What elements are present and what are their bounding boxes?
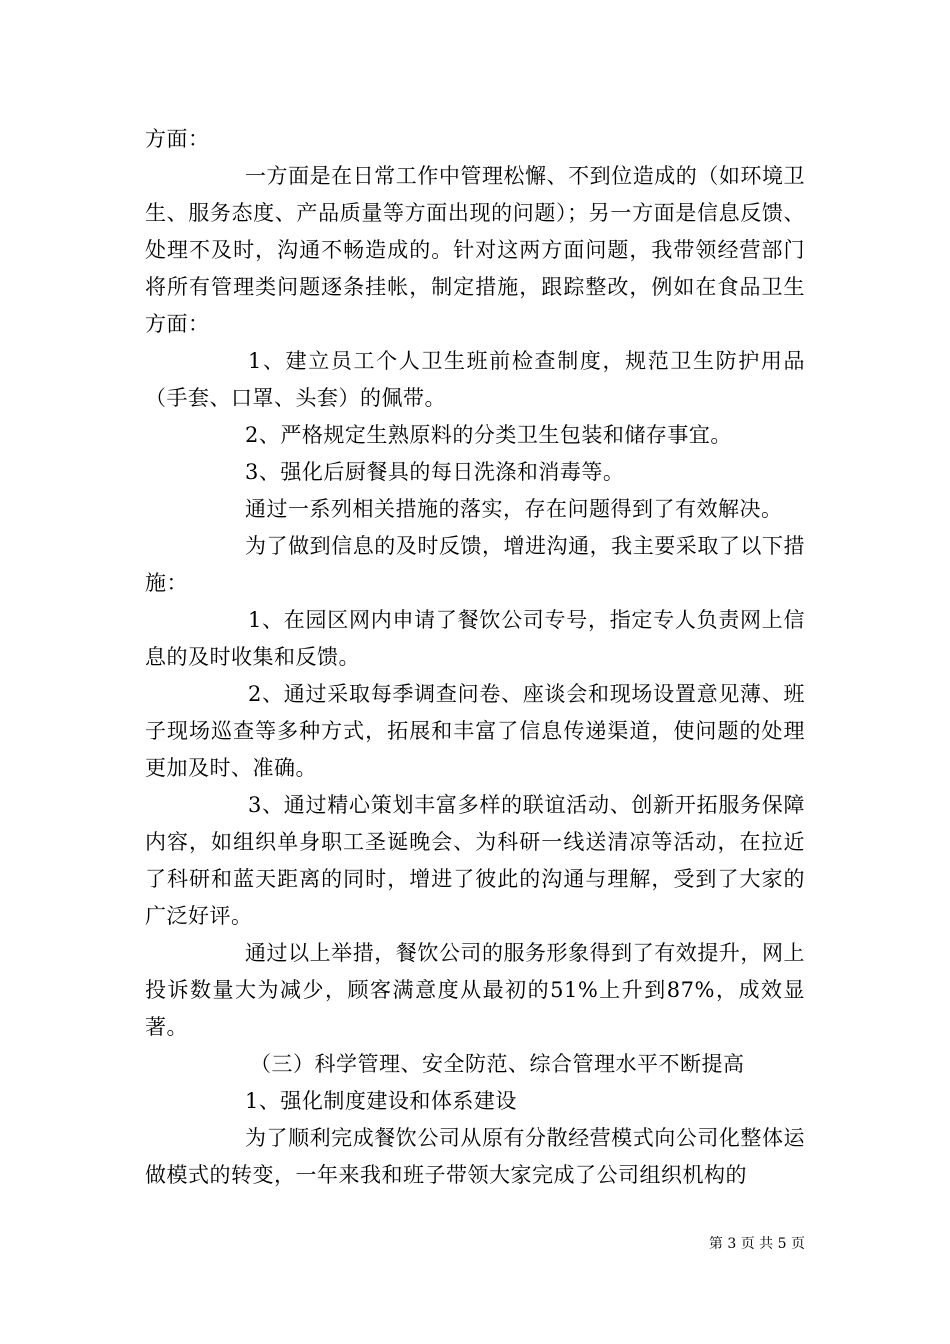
paragraph-6: 通过一系列相关措施的落实，存在问题得到了有效解决。 — [245, 497, 783, 521]
subsection-heading: 1、强化制度建设和体系建设 — [245, 1089, 517, 1113]
paragraph-8: 1、在园区网内申请了餐饮公司专号，指定专人负责网上信息的及时收集和反馈。 — [145, 608, 805, 669]
paragraph-7: 为了做到信息的及时反馈，增进沟通，我主要采取了以下措施： — [145, 534, 805, 595]
section-heading: （三）科学管理、安全防范、综合管理水平不断提高 — [250, 1052, 745, 1076]
paragraph-1: 方面： — [145, 127, 210, 151]
paragraph-14: 为了顺利完成餐饮公司从原有分散经营模式向公司化整体运做模式的转变，一年来我和班子带领大家完成了公司组织机构的 — [145, 1126, 805, 1187]
paragraph-11: 通过以上举措，餐饮公司的服务形象得到了有效提升，网上投诉数量大为减少，顾客满意度从最初的51%上升到87%，成效显著。 — [145, 941, 805, 1039]
page-number: 第 3 页 共 5 页 — [708, 1236, 805, 1252]
paragraph-5: 3、强化后厨餐具的每日洗涤和消毒等。 — [245, 460, 625, 484]
document-body — [145, 121, 805, 1194]
paragraph-9: 2、通过采取每季调查问卷、座谈会和现场设置意见薄、班子现场巡查等多种方式，拓展和丰富了信息传递渠道，使问题的处理更加及时、准确。 — [145, 682, 805, 780]
paragraph-10: 3、通过精心策划丰富多样的联谊活动、创新开拓服务保障内容，如组织单身职工圣诞晚会、为科研一线送清凉等活动，在拉近了科研和蓝天距离的同时，增进了彼此的沟通与理解，受到了大家的广泛好评。 — [145, 793, 805, 928]
paragraph-2: 一方面是在日常工作中管理松懈、不到位造成的（如环境卫生、服务态度、产品质量等方面出现的问题）；另一方面是信息反馈、处理不及时，沟通不畅造成的。针对这两方面问题，我带领经营部门将所有管理类问题逐条挂帐，制定措施，跟踪整改，例如在食品卫生方面： — [145, 164, 805, 336]
paragraph-4: 2、严格规定生熟原料的分类卫生包装和储存事宜。 — [245, 423, 732, 447]
paragraph-3: 1、建立员工个人卫生班前检查制度，规范卫生防护用品（手套、口罩、头套）的佩带。 — [145, 349, 805, 410]
